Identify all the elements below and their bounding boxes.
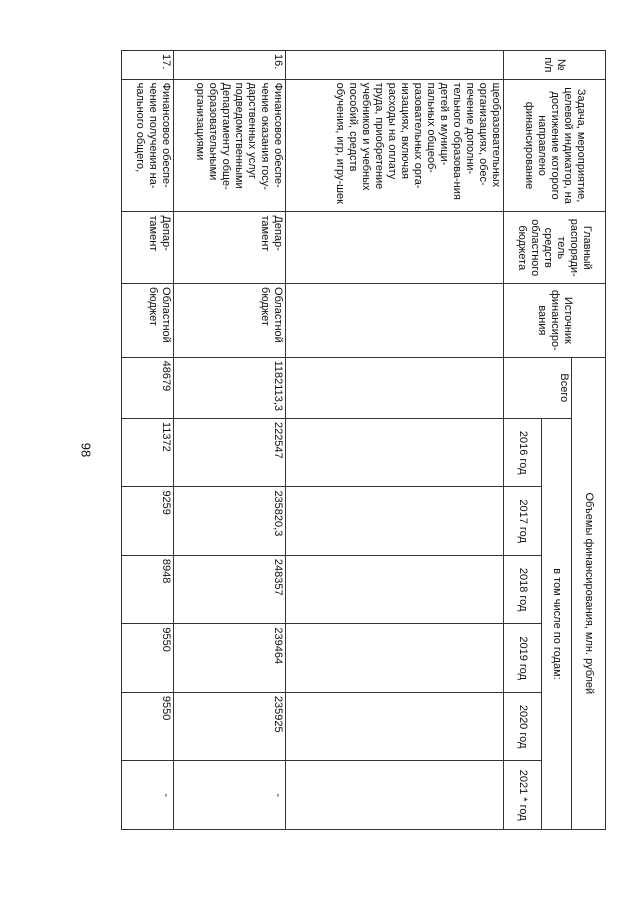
financing-table [121,50,606,830]
row-year-value: 11372 [122,418,174,486]
header-source: Источник финансиро-вания [504,284,606,358]
row-year-value [286,555,504,623]
row-year-value: - [122,761,174,830]
row-year-value: 248357 [174,555,286,623]
header-year-2018: 2018 год [504,555,542,623]
row-year-value: 9550 [122,624,174,692]
rotated-table-container [116,50,606,830]
row-year-value: 235925 [174,692,286,760]
row-number: 17. [122,51,174,80]
row-manager: Депар-тамент [174,212,286,284]
row-source: Областной бюджет [122,284,174,358]
row-total: 48679 [122,357,174,418]
header-number: № п/п [504,51,606,80]
header-manager: Главный распоряди-тель средств областного бюджета [504,212,606,284]
header-volumes: Объемы финансирования, млн. рублей [572,357,606,829]
header-year-2021: 2021 * год [504,761,542,830]
row-year-value: 9259 [122,487,174,555]
header-year-2020: 2020 год [504,692,542,760]
row-number [286,51,504,80]
header-year-2019: 2019 год [504,624,542,692]
table-row [174,51,286,830]
row-manager [286,212,504,284]
header-year-2017: 2017 год [504,487,542,555]
page-number: 98 [78,442,94,458]
row-task: Финансовое обеспе-чение получения на-чального общего, [122,79,174,212]
row-total [286,357,504,418]
header-by-years: в том числе по годам: [542,418,572,829]
row-total: 1182113,3 [174,357,286,418]
row-year-value: 8948 [122,555,174,623]
row-year-value [286,487,504,555]
row-source: Областной бюджет [174,284,286,358]
row-number: 16. [174,51,286,80]
table-row [122,51,174,830]
row-year-value: 9550 [122,692,174,760]
header-total: Всего [504,357,572,418]
row-year-value [286,692,504,760]
row-year-value: 235820,3 [174,487,286,555]
row-task: Финансовое обеспе-чение оказания госу-дарственных услуг подведомственными Департаменту обще-образовательными организациями [174,79,286,212]
row-task: щеобразовательных организациях, обес-печение дополни-тельного образова-ния детей в муници-пальных общеоб-разовательных орга-низациях, включая расходы на оплату труда, приобретение учебников и учебных пособий, средств обучения, игр, игру-шек [286,79,504,212]
row-year-value [286,418,504,486]
table-row [286,51,504,830]
row-manager: Депар-тамент [122,212,174,284]
row-year-value [286,761,504,830]
row-source [286,284,504,358]
header-year-2016: 2016 год [504,418,542,486]
row-year-value: - [174,761,286,830]
row-year-value [286,624,504,692]
header-task: Задача, мероприятие, целевой индикатор, на достижение которого направлено финансирование [504,79,606,212]
row-year-value: 222547 [174,418,286,486]
row-year-value: 239464 [174,624,286,692]
